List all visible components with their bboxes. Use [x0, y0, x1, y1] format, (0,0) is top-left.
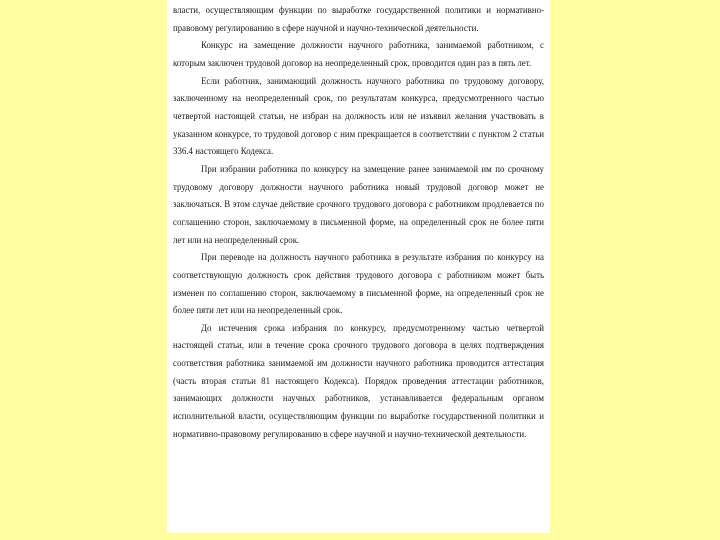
- paragraph-3: [173, 73, 544, 161]
- document-text: [173, 2, 544, 443]
- paragraph-5-text: При переводе на должность научного работника в результате избрания по конкурсу на соответствующую должность срок действия трудового договора с работником может быть изменен по соглашению сторон, заключаемому в письменной форме, на определенный срок не более пяти лет или на неопределенный срок.: [173, 252, 544, 316]
- paragraph-6: [173, 320, 544, 444]
- paragraph-3-text: Если работник, занимающий должность научного работника по трудовому договору, заключенному на неопределенный срок, по результатам конкурса, предусмотренного частью четвертой настоящей статьи, не избран на должность или не изъявил желания участвовать в указанном конкурсе, то трудовой договор с ним прекращается в соответствии с пунктом 2 статьи 336.4 настоящего Кодекса.: [173, 75, 544, 157]
- paragraph-4-text: При избрании работника по конкурсу на замещение ранее занимаемой им по срочному трудовому договору должности научного работника новый трудовой договор может не заключаться. В этом случае действие срочного трудового договора с работником продлевается по соглашению сторон, заключаемому в письменной форме, на определенный срок не более пяти лет или на неопределенный срок.: [173, 163, 544, 245]
- paragraph-1-text: власти, осуществляющим функции по выработке государственной политики и нормативно-правовому регулированию в сфере научной и научно-технической деятельности.: [173, 5, 544, 33]
- paragraph-6-text: До истечения срока избрания по конкурсу, предусмотренному частью четвертой настоящей статьи, или в течение срока срочного трудового договора в целях подтверждения соответствия работника занимаемой им должности научного работника проводится аттестация (часть вторая статьи 81 настоящего Кодекса). Порядок проведения аттестации работников, занимающих должности научных работников, устанавливается федеральным органом исполнительной власти, осуществляющим функции по выработке государственной политики и нормативно-правовому регулированию в сфере научной и научно-технической деятельности.: [173, 322, 544, 439]
- document-page: [167, 0, 550, 533]
- paragraph-2: [173, 37, 544, 72]
- paragraph-2-text: Конкурс на замещение должности научного работника, занимаемой работником, с которым заключен трудовой договор на неопределенный срок, проводится один раз в пять лет.: [173, 40, 544, 68]
- paragraph-5: [173, 249, 544, 320]
- paragraph-4: [173, 161, 544, 249]
- paragraph-1: [173, 2, 544, 37]
